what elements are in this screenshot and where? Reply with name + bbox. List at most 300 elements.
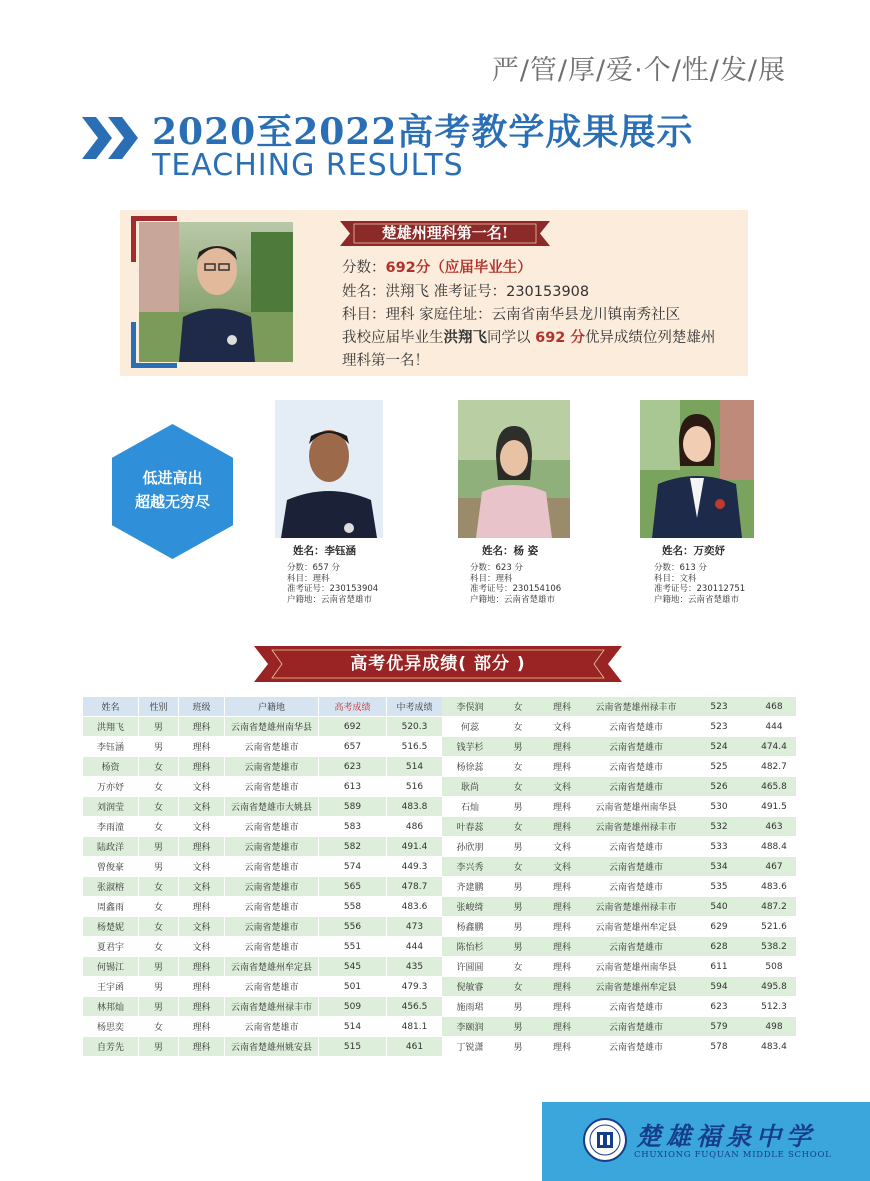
table-row xyxy=(83,937,443,957)
cell-name: 孙欣朋 xyxy=(442,837,498,857)
cell-hometown: 云南省楚雄市 xyxy=(225,737,319,757)
cell-gaokao: 582 xyxy=(319,837,387,857)
cell-gender: 女 xyxy=(498,977,538,997)
cell-zhongkao: 491.4 xyxy=(387,837,443,857)
cell-zhongkao: 514 xyxy=(387,757,443,777)
header-gender: 性别 xyxy=(139,697,179,717)
cell-name: 自芳先 xyxy=(83,1037,139,1057)
cell-gaokao: 594 xyxy=(686,977,752,997)
cell-name: 耿尚 xyxy=(442,777,498,797)
cell-class: 文科 xyxy=(538,857,586,877)
cell-gaokao: 551 xyxy=(319,937,387,957)
cell-hometown: 云南省楚雄市 xyxy=(225,937,319,957)
student-info xyxy=(287,563,378,605)
table-row xyxy=(83,857,443,877)
cell-hometown: 云南省楚雄州南华县 xyxy=(586,957,686,977)
header-gaokao-score: 高考成绩 xyxy=(319,697,387,717)
cell-class: 理科 xyxy=(538,957,586,977)
cell-gaokao: 523 xyxy=(686,717,752,737)
cell-zhongkao: 435 xyxy=(387,957,443,977)
student-subject: 科目：理科 xyxy=(287,573,330,584)
table-row xyxy=(83,797,443,817)
cell-name: 刘润莹 xyxy=(83,797,139,817)
cell-hometown: 云南省楚雄市 xyxy=(225,857,319,877)
cell-hometown: 云南省楚雄市 xyxy=(586,1037,686,1057)
cell-gender: 男 xyxy=(139,857,179,877)
cell-gaokao: 501 xyxy=(319,977,387,997)
cell-zhongkao: 479.3 xyxy=(387,977,443,997)
cell-class: 理科 xyxy=(179,897,225,917)
cell-gender: 男 xyxy=(498,797,538,817)
table-row xyxy=(442,997,796,1017)
student-hometown: 户籍地：云南省楚雄市 xyxy=(654,594,740,605)
cell-hometown: 云南省楚雄州禄丰市 xyxy=(586,817,686,837)
table-row xyxy=(442,897,796,917)
table-row xyxy=(83,817,443,837)
cell-gender: 男 xyxy=(498,877,538,897)
cell-gender: 女 xyxy=(498,817,538,837)
student-subject: 科目：理科 xyxy=(470,573,513,584)
cell-name: 张峻绮 xyxy=(442,897,498,917)
cell-zhongkao: 483.6 xyxy=(752,877,796,897)
student-name: 姓名：李钰涵 xyxy=(293,545,356,557)
cell-hometown: 云南省楚雄市 xyxy=(225,877,319,897)
hexagon-line-2: 超越无穷尽 xyxy=(134,493,210,511)
cell-zhongkao: 478.7 xyxy=(387,877,443,897)
cell-gaokao: 565 xyxy=(319,877,387,897)
cell-name: 叶春蕊 xyxy=(442,817,498,837)
cell-name: 李颐润 xyxy=(442,1017,498,1037)
cell-gender: 女 xyxy=(139,1017,179,1037)
cell-zhongkao: 481.1 xyxy=(387,1017,443,1037)
cell-hometown: 云南省楚雄市 xyxy=(225,977,319,997)
cell-gender: 女 xyxy=(139,897,179,917)
desc-text: 同学以 xyxy=(487,330,536,346)
cell-name: 陈怡杉 xyxy=(442,937,498,957)
cell-class: 理科 xyxy=(538,917,586,937)
student-exam-no: 准考证号：230153904 xyxy=(287,584,379,594)
cell-gaokao: 526 xyxy=(686,777,752,797)
cell-hometown: 云南省楚雄州南华县 xyxy=(225,717,319,737)
cell-class: 理科 xyxy=(179,1017,225,1037)
desc-name: 洪翔飞 xyxy=(443,330,487,346)
student-exam-no: 准考证号：230112751 xyxy=(654,584,746,594)
cell-name: 杨徐蕊 xyxy=(442,757,498,777)
cell-class: 理科 xyxy=(538,897,586,917)
cell-class: 理科 xyxy=(538,997,586,1017)
student-photo xyxy=(275,400,383,538)
cell-name: 石灿 xyxy=(442,797,498,817)
cell-class: 文科 xyxy=(179,777,225,797)
cell-gender: 男 xyxy=(139,717,179,737)
cell-hometown: 云南省楚雄市 xyxy=(225,917,319,937)
cell-gender: 女 xyxy=(498,957,538,977)
table-row xyxy=(83,737,443,757)
table-row xyxy=(442,817,796,837)
cell-hometown: 云南省楚雄州牟定县 xyxy=(586,917,686,937)
cell-gaokao: 578 xyxy=(686,1037,752,1057)
cell-name: 林邦灿 xyxy=(83,997,139,1017)
cell-hometown: 云南省楚雄市 xyxy=(586,1017,686,1037)
cell-hometown: 云南省楚雄州南华县 xyxy=(586,797,686,817)
cell-gaokao: 558 xyxy=(319,897,387,917)
cell-class: 文科 xyxy=(179,857,225,877)
cell-class: 文科 xyxy=(179,917,225,937)
table-row xyxy=(83,1037,443,1057)
cell-name: 齐建鹏 xyxy=(442,877,498,897)
cell-gaokao: 611 xyxy=(686,957,752,977)
header-class: 班级 xyxy=(179,697,225,717)
cell-hometown: 云南省楚雄市 xyxy=(225,777,319,797)
cell-class: 理科 xyxy=(538,737,586,757)
double-chevron-icon xyxy=(82,117,142,159)
cell-hometown: 云南省楚雄市 xyxy=(586,877,686,897)
cell-gaokao: 545 xyxy=(319,957,387,977)
student-score: 分数：657 分 xyxy=(287,563,340,573)
table-row xyxy=(83,977,443,997)
cell-zhongkao: 444 xyxy=(387,937,443,957)
cell-zhongkao: 483.8 xyxy=(387,797,443,817)
cell-gender: 男 xyxy=(139,957,179,977)
cell-hometown: 云南省楚雄州禄丰市 xyxy=(586,697,686,717)
cell-gender: 男 xyxy=(498,897,538,917)
cell-gaokao: 514 xyxy=(319,1017,387,1037)
cell-name: 钱芋杉 xyxy=(442,737,498,757)
cell-hometown: 云南省楚雄市 xyxy=(586,717,686,737)
cell-name: 万亦妤 xyxy=(83,777,139,797)
cell-zhongkao: 463 xyxy=(752,817,796,837)
cell-zhongkao: 487.2 xyxy=(752,897,796,917)
page-title-en: TEACHING RESULTS xyxy=(152,148,464,183)
cell-hometown: 云南省楚雄市 xyxy=(225,837,319,857)
cell-zhongkao: 465.8 xyxy=(752,777,796,797)
featured-description xyxy=(342,326,715,347)
cell-zhongkao: 521.6 xyxy=(752,917,796,937)
cell-gaokao: 623 xyxy=(319,757,387,777)
desc-text: 我校应届毕业生 xyxy=(342,330,444,346)
cell-gaokao: 574 xyxy=(319,857,387,877)
cell-hometown: 云南省楚雄市 xyxy=(586,777,686,797)
table-row xyxy=(83,997,443,1017)
cell-name: 杨资 xyxy=(83,757,139,777)
cell-class: 理科 xyxy=(179,997,225,1017)
table-row xyxy=(83,917,443,937)
cell-hometown: 云南省楚雄州禄丰市 xyxy=(225,997,319,1017)
cell-gaokao: 623 xyxy=(686,997,752,1017)
cell-zhongkao: 488.4 xyxy=(752,837,796,857)
cell-zhongkao: 508 xyxy=(752,957,796,977)
cell-class: 理科 xyxy=(179,957,225,977)
table-row xyxy=(442,837,796,857)
cell-name: 杨楚妮 xyxy=(83,917,139,937)
student-exam-no: 准考证号：230154106 xyxy=(470,584,562,594)
student-subject: 科目：文科 xyxy=(654,573,697,584)
student-score: 分数：623 分 xyxy=(470,563,523,573)
table-header-row xyxy=(83,697,443,717)
cell-name: 张淑榕 xyxy=(83,877,139,897)
student-photo xyxy=(640,400,754,538)
cell-name: 倪敏睿 xyxy=(442,977,498,997)
cell-gaokao: 589 xyxy=(319,797,387,817)
cell-name: 李雨潼 xyxy=(83,817,139,837)
featured-student-photo xyxy=(139,222,293,362)
cell-hometown: 云南省楚雄市 xyxy=(225,817,319,837)
cell-gaokao: 533 xyxy=(686,837,752,857)
cell-name: 洪翔飞 xyxy=(83,717,139,737)
cell-gaokao: 692 xyxy=(319,717,387,737)
cell-class: 文科 xyxy=(538,837,586,857)
cell-zhongkao: 468 xyxy=(752,697,796,717)
header-hometown: 户籍地 xyxy=(225,697,319,717)
table-row xyxy=(83,877,443,897)
slogan: 严/管/厚/爱·个/性/发/展 xyxy=(491,55,786,86)
cell-zhongkao: 538.2 xyxy=(752,937,796,957)
cell-gaokao: 530 xyxy=(686,797,752,817)
header-name: 姓名 xyxy=(83,697,139,717)
student-score: 分数：613 分 xyxy=(654,563,707,573)
cell-gaokao: 540 xyxy=(686,897,752,917)
cell-hometown: 云南省楚雄市 xyxy=(586,757,686,777)
table-row xyxy=(442,797,796,817)
cell-name: 杨思奕 xyxy=(83,1017,139,1037)
student-info xyxy=(470,563,561,605)
cell-zhongkao: 474.4 xyxy=(752,737,796,757)
cell-class: 文科 xyxy=(179,817,225,837)
cell-gender: 男 xyxy=(139,977,179,997)
cell-hometown: 云南省楚雄市 xyxy=(586,997,686,1017)
cell-zhongkao: 516 xyxy=(387,777,443,797)
table-row xyxy=(442,957,796,977)
table-row xyxy=(442,737,796,757)
cell-name: 李钰涵 xyxy=(83,737,139,757)
cell-zhongkao: 456.5 xyxy=(387,997,443,1017)
cell-name: 许圆圆 xyxy=(442,957,498,977)
cell-gender: 男 xyxy=(498,937,538,957)
cell-gaokao: 524 xyxy=(686,737,752,757)
cell-class: 理科 xyxy=(179,717,225,737)
cell-gaokao: 583 xyxy=(319,817,387,837)
cell-zhongkao: 495.8 xyxy=(752,977,796,997)
cell-gender: 女 xyxy=(139,757,179,777)
cell-gender: 女 xyxy=(139,777,179,797)
school-name-en: CHUXIONG FUQUAN MIDDLE SCHOOL xyxy=(634,1150,832,1160)
cell-class: 理科 xyxy=(538,877,586,897)
table-row xyxy=(83,717,443,737)
cell-name: 杨鑫鹏 xyxy=(442,917,498,937)
cell-name: 陆政洋 xyxy=(83,837,139,857)
cell-gaokao: 509 xyxy=(319,997,387,1017)
cell-gaokao: 657 xyxy=(319,737,387,757)
header-zhongkao-score: 中考成绩 xyxy=(387,697,443,717)
cell-zhongkao: 483.4 xyxy=(752,1037,796,1057)
cell-gender: 女 xyxy=(498,717,538,737)
cell-zhongkao: 483.6 xyxy=(387,897,443,917)
cell-gaokao: 629 xyxy=(686,917,752,937)
cell-zhongkao: 444 xyxy=(752,717,796,737)
table-row xyxy=(83,957,443,977)
table-row xyxy=(442,697,796,717)
cell-hometown: 云南省楚雄州禄丰市 xyxy=(586,897,686,917)
table-row xyxy=(83,777,443,797)
cell-gender: 男 xyxy=(498,997,538,1017)
cell-class: 文科 xyxy=(179,797,225,817)
cell-zhongkao: 473 xyxy=(387,917,443,937)
cell-hometown: 云南省楚雄市大姚县 xyxy=(225,797,319,817)
cell-name: 曾俊豪 xyxy=(83,857,139,877)
student-card xyxy=(640,400,756,605)
cell-gender: 女 xyxy=(498,697,538,717)
table-row xyxy=(83,757,443,777)
table-row xyxy=(442,777,796,797)
cell-gaokao: 628 xyxy=(686,937,752,957)
table-row xyxy=(442,917,796,937)
student-info xyxy=(654,563,745,605)
cell-hometown: 云南省楚雄市 xyxy=(225,757,319,777)
score-table-left xyxy=(82,696,443,1057)
cell-name: 李俣润 xyxy=(442,697,498,717)
cell-zhongkao: 498 xyxy=(752,1017,796,1037)
cell-gender: 男 xyxy=(139,1037,179,1057)
desc-score: 692 分 xyxy=(535,330,585,346)
cell-gaokao: 556 xyxy=(319,917,387,937)
cell-gender: 女 xyxy=(139,817,179,837)
table-row xyxy=(442,1037,796,1057)
table-row xyxy=(83,837,443,857)
student-hometown: 户籍地：云南省楚雄市 xyxy=(470,594,556,605)
table-row xyxy=(442,1017,796,1037)
table-row xyxy=(442,857,796,877)
cell-gender: 女 xyxy=(139,917,179,937)
cell-zhongkao: 461 xyxy=(387,1037,443,1057)
school-seal-icon xyxy=(583,1118,627,1162)
student-card xyxy=(458,400,574,605)
cell-class: 文科 xyxy=(179,937,225,957)
student-name: 姓名：杨 姿 xyxy=(482,545,539,557)
cell-class: 理科 xyxy=(538,1017,586,1037)
table-row xyxy=(83,897,443,917)
featured-name-line: 姓名：洪翔飞 准考证号：230153908 xyxy=(342,284,590,300)
cell-gender: 男 xyxy=(498,1037,538,1057)
cell-class: 文科 xyxy=(538,777,586,797)
cell-gaokao: 613 xyxy=(319,777,387,797)
cell-gender: 女 xyxy=(498,777,538,797)
cell-zhongkao: 491.5 xyxy=(752,797,796,817)
cell-name: 何锡江 xyxy=(83,957,139,977)
cell-hometown: 云南省楚雄市 xyxy=(586,937,686,957)
cell-name: 何蕊 xyxy=(442,717,498,737)
table-row xyxy=(442,937,796,957)
cell-class: 理科 xyxy=(538,757,586,777)
cell-hometown: 云南省楚雄市 xyxy=(586,837,686,857)
cell-hometown: 云南省楚雄州牟定县 xyxy=(225,957,319,977)
cell-class: 理科 xyxy=(538,697,586,717)
cell-gender: 女 xyxy=(139,937,179,957)
featured-description-end: 理科第一名！ xyxy=(342,353,429,369)
cell-gaokao: 535 xyxy=(686,877,752,897)
cell-class: 理科 xyxy=(179,757,225,777)
featured-score-value: 692分（应届毕业生） xyxy=(385,260,532,276)
table-row xyxy=(83,1017,443,1037)
student-card xyxy=(275,400,391,605)
page-title: 2020至2022高考教学成果展示 xyxy=(152,111,694,153)
student-hometown: 户籍地：云南省楚雄市 xyxy=(287,594,373,605)
cell-name: 丁锐潇 xyxy=(442,1037,498,1057)
cell-gender: 女 xyxy=(498,757,538,777)
cell-gender: 男 xyxy=(498,917,538,937)
cell-zhongkao: 520.3 xyxy=(387,717,443,737)
cell-hometown: 云南省楚雄州姚安县 xyxy=(225,1037,319,1057)
cell-hometown: 云南省楚雄州牟定县 xyxy=(586,977,686,997)
table-row xyxy=(442,757,796,777)
cell-name: 李兴秀 xyxy=(442,857,498,877)
cell-zhongkao: 467 xyxy=(752,857,796,877)
cell-hometown: 云南省楚雄市 xyxy=(225,897,319,917)
cell-gaokao: 525 xyxy=(686,757,752,777)
cell-gender: 男 xyxy=(139,837,179,857)
cell-class: 理科 xyxy=(179,837,225,857)
cell-class: 理科 xyxy=(538,817,586,837)
cell-hometown: 云南省楚雄市 xyxy=(586,857,686,877)
table-row xyxy=(442,717,796,737)
table-row xyxy=(442,977,796,997)
cell-class: 理科 xyxy=(179,1037,225,1057)
cell-zhongkao: 516.5 xyxy=(387,737,443,757)
cell-gender: 男 xyxy=(139,737,179,757)
hexagon-text xyxy=(112,466,233,514)
cell-gender: 男 xyxy=(498,737,538,757)
cell-gender: 男 xyxy=(498,837,538,857)
hexagon-line-1: 低进高出 xyxy=(142,469,203,487)
cell-class: 理科 xyxy=(538,977,586,997)
cell-name: 周鑫雨 xyxy=(83,897,139,917)
student-photo xyxy=(458,400,570,538)
cell-gaokao: 532 xyxy=(686,817,752,837)
cell-gaokao: 579 xyxy=(686,1017,752,1037)
cell-class: 理科 xyxy=(538,1037,586,1057)
cell-zhongkao: 512.3 xyxy=(752,997,796,1017)
cell-gender: 女 xyxy=(139,797,179,817)
cell-gaokao: 523 xyxy=(686,697,752,717)
cell-zhongkao: 449.3 xyxy=(387,857,443,877)
cell-class: 理科 xyxy=(179,737,225,757)
section-banner-text: 高考优异成绩( 部分 ) xyxy=(350,654,526,674)
cell-gender: 男 xyxy=(139,997,179,1017)
cell-class: 理科 xyxy=(179,977,225,997)
cell-gaokao: 534 xyxy=(686,857,752,877)
featured-ribbon-text: 楚雄州理科第一名! xyxy=(381,224,509,242)
cell-name: 施雨珺 xyxy=(442,997,498,1017)
desc-text: 优异成绩位列楚雄州 xyxy=(584,330,716,346)
student-name: 姓名：万奕妤 xyxy=(662,545,725,557)
cell-zhongkao: 482.7 xyxy=(752,757,796,777)
cell-hometown: 云南省楚雄市 xyxy=(225,1017,319,1037)
cell-class: 理科 xyxy=(538,797,586,817)
school-name-cn: 楚雄福泉中学 xyxy=(636,1122,817,1151)
score-table-right xyxy=(442,696,796,1057)
table-row xyxy=(442,877,796,897)
featured-score-label: 分数： xyxy=(342,260,386,276)
cell-name: 夏君宇 xyxy=(83,937,139,957)
featured-subject-line: 科目：理科 家庭住址：云南省南华县龙川镇南秀社区 xyxy=(342,307,681,323)
cell-gender: 女 xyxy=(139,877,179,897)
cell-name: 王宇函 xyxy=(83,977,139,997)
cell-class: 文科 xyxy=(179,877,225,897)
cell-zhongkao: 486 xyxy=(387,817,443,837)
cell-gender: 男 xyxy=(498,1017,538,1037)
cell-class: 理科 xyxy=(538,937,586,957)
cell-hometown: 云南省楚雄市 xyxy=(586,737,686,757)
cell-gender: 女 xyxy=(498,857,538,877)
